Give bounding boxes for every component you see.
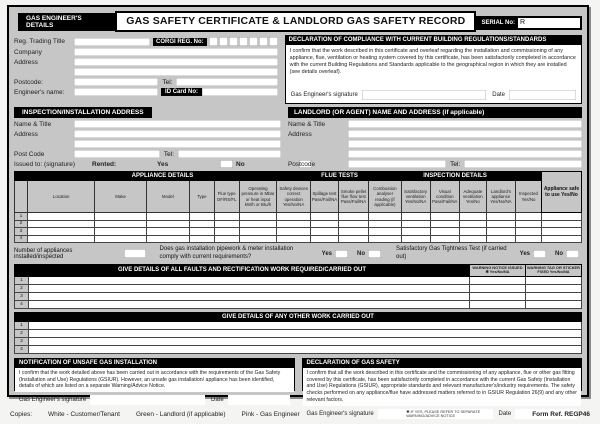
appliance-row	[15, 213, 582, 221]
reg-trading-title-field[interactable]	[74, 38, 150, 46]
declaration-date-label: Date	[498, 410, 512, 417]
appliance-cell[interactable]	[401, 220, 430, 228]
appliance-cell[interactable]	[189, 220, 214, 228]
appliance-cell[interactable]	[27, 220, 95, 228]
appliance-cell[interactable]	[369, 220, 401, 228]
appliance-cell[interactable]	[214, 213, 239, 221]
section-gas-safety-declaration: DECLARATION OF GAS SAFETY	[303, 359, 582, 368]
section-other-work-heading: GIVE DETAILS OF ANY OTHER WORK CARRIED OUT	[15, 312, 582, 321]
appliance-column-header: Type	[189, 181, 214, 213]
appliance-cell[interactable]	[430, 235, 459, 243]
building-regs-date-field[interactable]	[509, 90, 576, 100]
copy-green-label: Green - Landlord (if applicable)	[135, 410, 226, 418]
appliance-column-header: Location	[27, 181, 95, 213]
copies-label: Copies:	[10, 410, 33, 418]
appliance-cell[interactable]	[310, 213, 338, 221]
id-card-field[interactable]	[202, 88, 278, 96]
footer	[10, 410, 590, 419]
landlord-tel-field[interactable]	[464, 160, 582, 168]
fault-row	[15, 276, 582, 284]
pipework-yes-label: Yes	[321, 250, 333, 257]
num-appliances-field[interactable]	[124, 249, 145, 258]
copy-white-label: White - Customer/Tenant	[48, 410, 120, 418]
landlord-postcode-label: Postcode	[287, 160, 316, 168]
fault-detail-cell[interactable]	[29, 300, 470, 308]
fault-row-number: 4	[15, 300, 29, 308]
appliance-group-header: INSPECTION DETAILS	[369, 172, 542, 181]
building-regs-column	[285, 35, 582, 104]
unsafe-notification-text: I confirm that the work detailed above has been carried out in accordance with the requirements of the Gas Safety (Installation and Use) Regulations (GSIUR). However, an unsafe gas installation/ appliance has been identified, details of which are listed on a separate Warning/Advice Notice.	[15, 368, 294, 392]
appliance-cell[interactable]	[214, 235, 239, 243]
unsafe-signature-field[interactable]	[90, 395, 205, 405]
rented-yes-label: Yes	[157, 160, 169, 168]
section-landlord-address: LANDLORD (OR AGENT) NAME AND ADDRESS (if applicable)	[288, 107, 582, 118]
appliance-cell[interactable]	[239, 220, 277, 228]
appliance-row	[15, 220, 582, 228]
engineer-and-compliance-band	[14, 35, 582, 104]
appliance-column-header: Landlord's appliance Yes/No/NA	[486, 181, 515, 213]
section-faults-heading: GIVE DETAILS OF ALL FAULTS AND RECTIFICATION WORK REQUIRED/CARRIED OUT	[15, 265, 470, 277]
landlord-address-field-1[interactable]	[348, 130, 582, 138]
warning-tag-cell[interactable]	[526, 292, 582, 300]
rented-no-label: No	[236, 160, 245, 168]
appliance-cell[interactable]	[338, 235, 368, 243]
inspection-address-column	[14, 107, 281, 167]
appliance-cell[interactable]	[277, 220, 310, 228]
appliance-cell[interactable]	[369, 235, 401, 243]
page-title: GAS SAFETY CERTIFICATE & LANDLORD GAS SAFETY RECORD	[115, 11, 476, 32]
appliance-cell[interactable]	[277, 213, 310, 221]
appliance-cell[interactable]	[459, 220, 486, 228]
rented-yes-checkbox[interactable]	[220, 160, 233, 168]
appliance-cell[interactable]	[430, 228, 459, 236]
other-work-row-number: 1	[15, 321, 29, 329]
engineer-name-field[interactable]	[74, 88, 158, 96]
appliance-cell[interactable]	[401, 228, 430, 236]
appliance-cell[interactable]	[516, 213, 542, 221]
appliance-column-header: Combustion analyser reading (if applicable)	[369, 181, 401, 213]
appliance-cell[interactable]	[95, 220, 146, 228]
appliance-row	[15, 228, 582, 236]
fault-detail-cell[interactable]	[29, 284, 470, 292]
tightness-no-checkbox[interactable]	[566, 250, 579, 258]
fault-row-number: 3	[15, 292, 29, 300]
tightness-yes-label: Yes	[519, 250, 531, 257]
appliance-column-header: Safety devices correct operation Yes/No/NA	[277, 181, 310, 213]
inspection-address-label: Address	[14, 130, 38, 138]
engineer-postcode-field[interactable]	[74, 78, 158, 86]
other-work-detail-cell[interactable]	[29, 321, 582, 329]
landlord-postcode-field[interactable]	[348, 160, 446, 168]
serial-number-box	[476, 16, 582, 30]
appliance-cell[interactable]	[369, 213, 401, 221]
appliance-cell[interactable]	[401, 213, 430, 221]
declaration-signature-label: Gas Engineer's signature	[306, 410, 374, 417]
appliance-cell[interactable]	[27, 213, 95, 221]
appliance-column-header: Model	[146, 181, 189, 213]
appliance-cell[interactable]	[214, 220, 239, 228]
section-building-regs-declaration: DECLARATION OF COMPLIANCE WITH CURRENT BUILDING REGULATIONS/STANDARDS	[285, 35, 582, 44]
other-work-row	[15, 329, 582, 337]
serial-label: SERIAL No:	[481, 20, 515, 26]
appliance-cell[interactable]	[146, 220, 189, 228]
other-work-row-number: 3	[15, 337, 29, 345]
faults-table	[14, 264, 582, 309]
appliance-column-header: Make	[95, 181, 146, 213]
landlord-column	[288, 107, 582, 167]
appliance-cell[interactable]	[146, 235, 189, 243]
warning-tag-cell[interactable]	[526, 300, 582, 308]
warning-notice-issued-header: WARNING NOTICE ISSUED ✱ Yes/No/NA	[470, 265, 526, 277]
fault-row	[15, 292, 582, 300]
landlord-address-field-3[interactable]	[348, 150, 582, 158]
warning-notice-cell[interactable]	[470, 284, 526, 292]
serial-input[interactable]: R	[518, 18, 580, 28]
warning-tag-cell[interactable]	[526, 276, 582, 284]
reg-trading-title-label: Reg. Trading Title	[14, 38, 65, 45]
num-appliances-label: Number of appliances installed/inspected	[14, 247, 73, 260]
landlord-address-field-2[interactable]	[348, 140, 582, 148]
engineer-postcode-label: Postcode:	[14, 78, 43, 86]
warning-tag-fixed-header: WARNING TAG OR STICKER FIXED Yes/No/NA	[527, 265, 580, 275]
inspection-address-field-1[interactable]	[74, 130, 281, 138]
appliance-cell[interactable]	[27, 235, 95, 243]
other-work-row-number: 2	[15, 329, 29, 337]
appliance-cell[interactable]	[239, 213, 277, 221]
appliance-column-header: Adequate ventilation Yes/No	[459, 181, 486, 213]
appliance-cell[interactable]	[239, 235, 277, 243]
id-card-label: ID Card No:	[161, 88, 202, 96]
fault-row-number: 2	[15, 284, 29, 292]
appliance-cell[interactable]	[486, 213, 515, 221]
unsafe-notification-panel	[14, 358, 295, 404]
engineer-address-label: Address	[14, 58, 38, 66]
tightness-yes-checkbox[interactable]	[533, 250, 546, 258]
section-inspection-address: INSPECTION/INSTALLATION ADDRESS	[14, 107, 152, 118]
company-field[interactable]	[74, 48, 278, 56]
corgi-reg-number-boxes[interactable]	[209, 37, 278, 46]
inspection-postcode-label: Post Code	[14, 150, 45, 158]
pipework-question-label: Does gas installation pipework & meter installation comply with current requirements?	[159, 246, 294, 260]
appliance-cell[interactable]	[214, 228, 239, 236]
engineer-details-column	[14, 35, 278, 104]
inspection-tel-label: Tel:	[163, 150, 174, 158]
appliance-cell[interactable]	[459, 213, 486, 221]
appliance-column-header: Spillage test Pass/Fail/NA	[310, 181, 338, 213]
landlord-tel-label: Tel:	[450, 160, 461, 168]
appliance-cell[interactable]	[338, 220, 368, 228]
landlord-name-title-label: Name & Title	[287, 120, 326, 128]
appliance-cell[interactable]	[516, 228, 542, 236]
section-unsafe-notification: NOTIFICATION OF UNSAFE GAS INSTALLATION	[15, 359, 294, 368]
unsafe-date-field[interactable]	[228, 395, 290, 405]
other-work-table	[14, 312, 582, 354]
appliance-cell[interactable]	[459, 235, 486, 243]
appliance-column-header	[15, 181, 28, 213]
landlord-name-title-field[interactable]	[348, 120, 582, 128]
appliance-cell[interactable]	[541, 220, 581, 228]
appliance-column-header: Visual condition Pass/Fail/NA	[430, 181, 459, 213]
appliance-cell[interactable]	[95, 235, 146, 243]
appliance-cell[interactable]	[401, 235, 430, 243]
warning-notice-cell[interactable]	[470, 276, 526, 284]
other-work-row	[15, 345, 582, 353]
other-work-detail-cell[interactable]	[29, 337, 582, 345]
appliance-safe-to-use-header: Appliance safe to use Yes/No	[541, 172, 581, 213]
building-regs-date-label: Date	[492, 92, 505, 98]
other-work-detail-cell[interactable]	[29, 345, 582, 353]
warning-notice-cell[interactable]	[470, 292, 526, 300]
unsafe-signature-label: Gas Engineer's signature	[19, 397, 87, 404]
appliance-row-number: 4	[15, 235, 28, 243]
appliance-cell[interactable]	[516, 220, 542, 228]
inspection-postcode-field[interactable]	[74, 150, 160, 158]
appliance-column-header: Operating pressure in Mbar or heat input kW/h or Btu/h	[239, 181, 277, 213]
fault-detail-cell[interactable]	[29, 292, 470, 300]
issued-to-label: Issued to: (signature)	[14, 160, 76, 168]
engineer-address-field-2[interactable]	[74, 68, 278, 76]
appliance-cell[interactable]	[541, 213, 581, 221]
appliance-cell[interactable]	[310, 220, 338, 228]
appliance-cell[interactable]	[189, 228, 214, 236]
appliance-cell[interactable]	[430, 220, 459, 228]
building-regs-signature-label: Gas Engineer's signature	[290, 92, 358, 98]
fault-row	[15, 300, 582, 308]
tightness-no-label: No	[555, 250, 564, 257]
appliance-cell[interactable]	[486, 220, 515, 228]
appliance-cell[interactable]	[146, 228, 189, 236]
appliance-column-header: Smoke pellet flue flow test Pass/Fail/NA	[338, 181, 368, 213]
landlord-address-label: Address	[287, 130, 312, 138]
building-regs-signature-field[interactable]	[362, 90, 486, 100]
fault-row-number: 1	[15, 276, 29, 284]
appliance-cell[interactable]	[310, 228, 338, 236]
inspection-name-title-field[interactable]	[74, 120, 281, 128]
appliance-details-table	[14, 171, 582, 243]
pipework-no-label: No	[357, 250, 366, 257]
appliance-column-header: Satisfactory ventilation Yes/No/NA	[401, 181, 430, 213]
inspection-name-title-label: Name & Title	[14, 120, 52, 128]
engineer-tel-label: Tel:	[162, 78, 173, 86]
appliance-cell[interactable]	[516, 235, 542, 243]
address-band	[14, 107, 582, 167]
appliance-column-header: Inspected Yes/No	[516, 181, 542, 213]
copy-pink-label: Pink - Gas Engineer	[241, 410, 300, 418]
pipework-no-checkbox[interactable]	[368, 250, 381, 258]
appliance-cell[interactable]	[27, 228, 95, 236]
appliance-cell[interactable]	[239, 228, 277, 236]
appliance-cell[interactable]	[338, 228, 368, 236]
other-work-row-number: 4	[15, 345, 29, 353]
appliance-cell[interactable]	[541, 235, 581, 243]
appliance-column-header: Flue type OF/RS/FL	[214, 181, 239, 213]
questions-row	[14, 246, 582, 261]
warning-reference-note: ✱ IF YES, PLEASE REFER TO SEPARATE WARNING/ADVICE NOTICE	[406, 409, 481, 419]
appliance-cell[interactable]	[189, 213, 214, 221]
rented-label: Rented:	[92, 160, 117, 168]
inspection-tel-field[interactable]	[178, 150, 281, 158]
appliance-group-header: APPLIANCE DETAILS	[15, 172, 311, 181]
appliance-cell[interactable]	[486, 235, 515, 243]
pipework-yes-checkbox[interactable]	[335, 250, 348, 258]
other-work-row	[15, 321, 582, 329]
tightness-question-label: Satisfactory Gas Tightness Test (if carried out)	[396, 246, 507, 260]
appliance-cell[interactable]	[277, 235, 310, 243]
warning-tag-cell[interactable]	[526, 284, 582, 292]
header-row	[14, 11, 582, 32]
building-regs-panel	[285, 44, 582, 104]
fault-detail-cell[interactable]	[29, 276, 470, 284]
company-label: Company	[14, 48, 42, 56]
building-regs-text: I confirm that the work described in this certificate and overleaf regarding the installation and commissioning of any appliance, flue, ventilation or heating system covered by this certificate, has been satisfactorily completed in accordance with the current Building Regulations and Standards applicable to the geographical region in which they are installed (see details overleaf).	[289, 48, 576, 76]
appliance-cell[interactable]	[95, 228, 146, 236]
appliance-cell[interactable]	[310, 235, 338, 243]
appliance-cell[interactable]	[430, 213, 459, 221]
engineer-address-field-1[interactable]	[74, 58, 278, 66]
gas-safety-declaration-text: I confirm that all the work described in this certificate and the commissioning of any appliance, flue or other gas fitting covered by this certificate, has been satisfactorily completed in accordance with the current Gas Safety (Installation and Use) Regulations (GSIUR), appropriate standards and relevant manufacturer's/industry requirements. The safety checks performed on any appliance/flue have addressed matters referred to in GSIUR Regulation 26(9) and any other relevant factors.	[303, 368, 582, 406]
other-work-detail-cell[interactable]	[29, 329, 582, 337]
corgi-reg-label: CORGI REG. No:	[153, 38, 207, 46]
inspection-address-field-2[interactable]	[74, 140, 281, 148]
appliance-row-number: 1	[15, 213, 28, 221]
appliance-cell[interactable]	[459, 228, 486, 236]
engineer-tel-field[interactable]	[176, 78, 277, 86]
appliance-cell[interactable]	[541, 228, 581, 236]
appliance-row-number: 3	[15, 228, 28, 236]
other-work-row	[15, 337, 582, 345]
appliance-row-number: 2	[15, 220, 28, 228]
appliance-cell[interactable]	[369, 228, 401, 236]
section-gas-engineer-details: GAS ENGINEER'S DETAILS	[18, 13, 115, 31]
appliance-row	[15, 235, 582, 243]
warning-notice-cell[interactable]	[470, 300, 526, 308]
appliance-cell[interactable]	[189, 235, 214, 243]
appliance-cell[interactable]	[146, 213, 189, 221]
unsafe-date-label: Date	[211, 397, 224, 404]
appliance-group-header: FLUE TESTS	[310, 172, 368, 181]
appliance-cell[interactable]	[486, 228, 515, 236]
form-ref: Form Ref. REGP46	[532, 410, 590, 418]
engineer-name-label: Engineer's name:	[14, 88, 65, 96]
appliance-cell[interactable]	[95, 213, 146, 221]
appliance-cell[interactable]	[338, 213, 368, 221]
appliance-cell[interactable]	[277, 228, 310, 236]
fault-row	[15, 284, 582, 292]
